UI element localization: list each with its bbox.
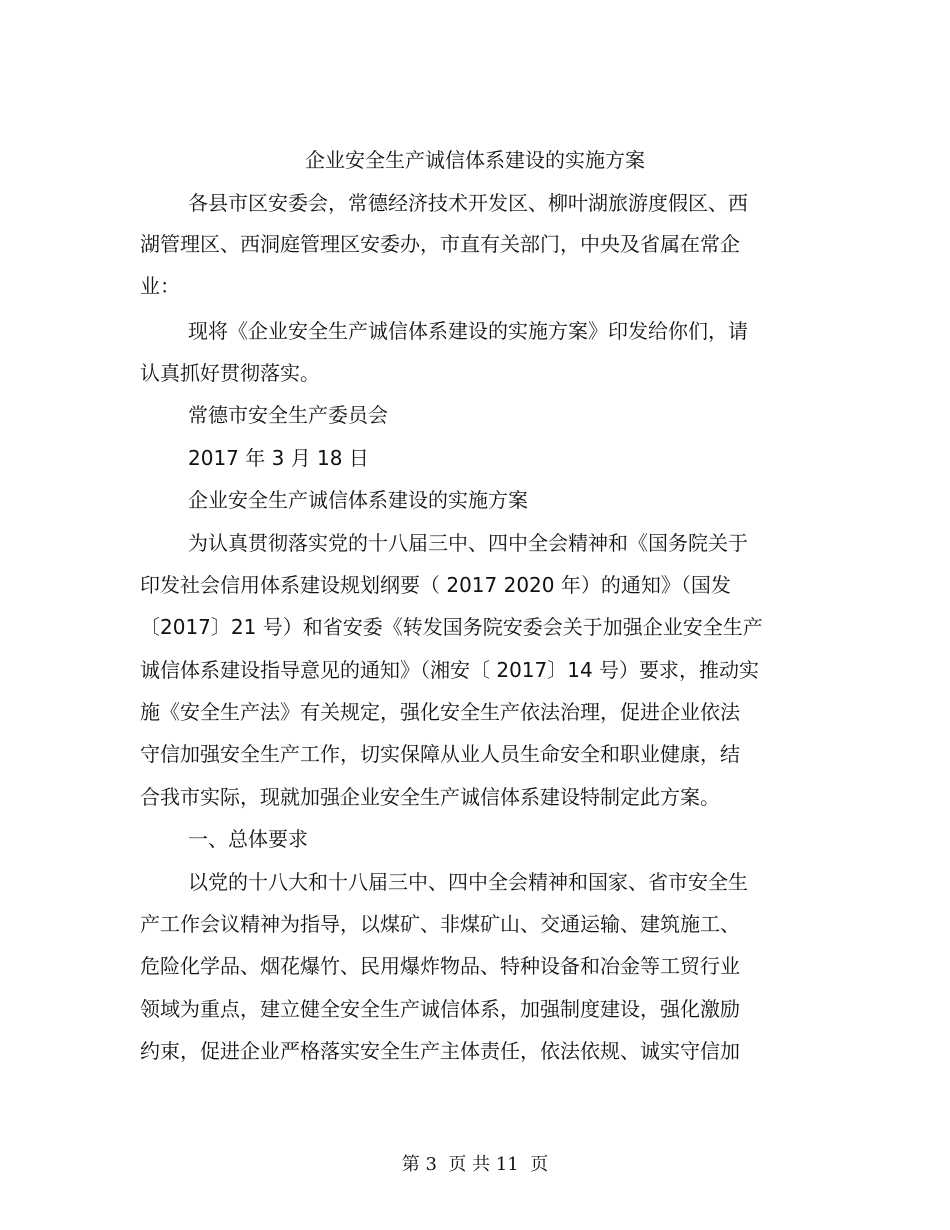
text-line: 约束，促进企业严格落实安全生产主体责任，依法依规、诚实守信加	[140, 1039, 740, 1063]
text-line: 印发社会信用体系建设规划纲要（ 2017 2020 年）的通知》（国发	[140, 573, 731, 597]
text-line: 业：	[140, 274, 180, 298]
text-line: 为认真贯彻落实党的十八届三中、四中全会精神和《国务院关于	[188, 531, 748, 555]
section-title: 企业安全生产诚信体系建设的实施方案	[188, 488, 528, 512]
section-heading: 一、总体要求	[188, 827, 308, 851]
text-line: 合我市实际，现就加强企业安全生产诚信体系建设特制定此方案。	[140, 785, 720, 809]
text-line: 湖管理区、西洞庭管理区安委办，市直有关部门，中央及省属在常企	[140, 232, 740, 256]
text-line: 领域为重点，建立健全安全生产诚信体系，加强制度建设，强化激励	[140, 997, 740, 1021]
text-line: 诚信体系建设指导意见的通知》（湘安〔 2017〕14 号）要求，推动实	[140, 658, 760, 682]
text-line: 认真抓好贯彻落实。	[140, 361, 320, 385]
document-date: 2017 年 3 月 18 日	[188, 446, 369, 470]
text-line: 现将《企业安全生产诚信体系建设的实施方案》印发给你们，请	[188, 319, 748, 343]
text-line: 产工作会议精神为指导，以煤矿、非煤矿山、交通运输、建筑施工、	[140, 912, 740, 936]
text-line: 各县市区安委会，常德经济技术开发区、柳叶湖旅游度假区、西	[188, 191, 748, 215]
text-line: 〔2017〕21 号）和省安委《转发国务院安委会关于加强企业安全生产	[140, 615, 763, 639]
text-line: 守信加强安全生产工作，切实保障从业人员生命安全和职业健康，结	[140, 742, 740, 766]
document-title: 企业安全生产诚信体系建设的实施方案	[305, 148, 645, 172]
signatory: 常德市安全生产委员会	[188, 403, 388, 427]
text-line: 施《安全生产法》有关规定，强化安全生产依法治理，促进企业依法	[140, 700, 740, 724]
text-line: 危险化学品、烟花爆竹、民用爆炸物品、特种设备和冶金等工贸行业	[140, 954, 740, 978]
text-line: 以党的十八大和十八届三中、四中全会精神和国家、省市安全生	[188, 870, 748, 894]
page-number: 第 3 页 共 11 页	[401, 1154, 549, 1175]
